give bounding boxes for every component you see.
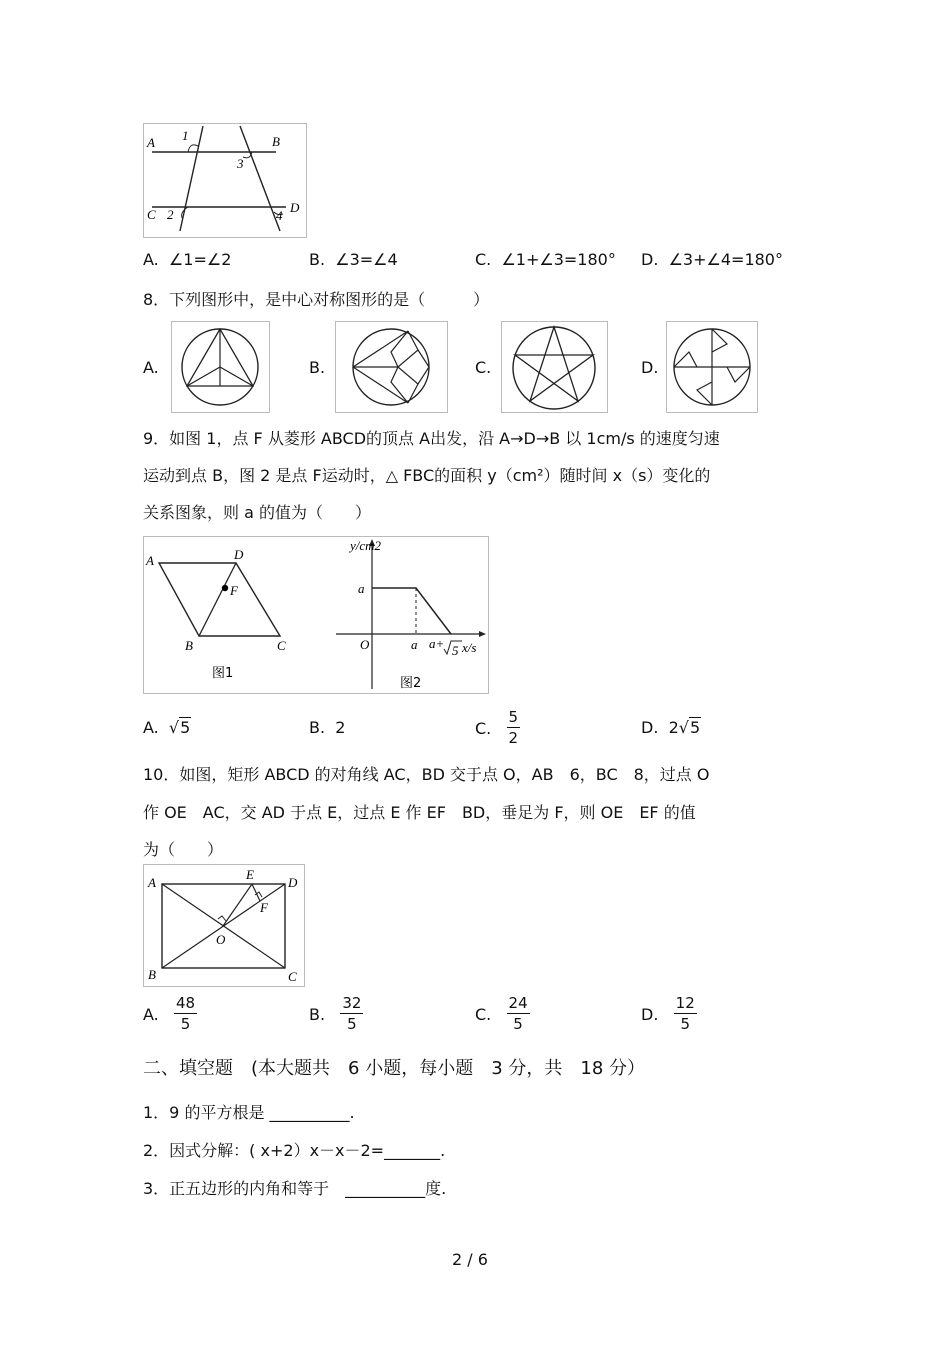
option-text: 2 (335, 718, 346, 737)
q7-angle-2: 2 (167, 207, 174, 222)
denominator: 5 (680, 1015, 690, 1033)
numerator: 32 (342, 994, 362, 1012)
radicand: 5 (180, 718, 191, 737)
q7-label-d: D (290, 200, 300, 215)
q9-stem-line2: 运动到点 B，图 2 是点 F运动时，△ FBC的面积 y（cm²）随时间 x（s）变化的 (143, 466, 711, 485)
q9-figure (143, 536, 489, 694)
numerator: 12 (675, 994, 695, 1012)
q8-stem: 8．下列图形中，是中心对称图形的是（ ） (143, 290, 490, 309)
option-letter: A. (143, 250, 159, 269)
q8-option-a-letter: A. (143, 358, 159, 377)
q9-option-b (309, 718, 345, 737)
option-letter: A. (143, 718, 159, 737)
q7-option-d (641, 250, 783, 269)
fig1-label-a: A (146, 553, 154, 568)
fig2-caption: 图2 (400, 676, 422, 691)
fig1-label-f: F (230, 583, 238, 598)
fig2-x-axis-label: x/s (462, 640, 477, 655)
q10-label-a: A (148, 875, 156, 890)
q7-angle-3: 3 (237, 156, 244, 171)
q10-option-c (475, 996, 530, 1032)
q9-option-a (143, 718, 191, 737)
q9-option-d (641, 718, 701, 737)
fig1-label-b: B (185, 638, 193, 653)
numerator: 48 (176, 994, 196, 1012)
fig2-a-y: a (358, 581, 365, 596)
fraction (507, 710, 521, 746)
page-number: 2 / 6 (452, 1250, 488, 1269)
fill-question-1: 1．9 的平方根是 __________. (143, 1103, 355, 1122)
fill-question-3: 3．正五边形的内角和等于 __________度. (143, 1179, 447, 1198)
fig2-root5: 5 (452, 643, 459, 658)
option-letter: D. (641, 1004, 659, 1024)
option-letter: D. (641, 250, 659, 269)
q10-figure (143, 864, 305, 987)
q10-stem-line1: 10．如图，矩形 ABCD 的对角线 AC，BD 交于点 O，AB 6，BC 8，过点 O (143, 765, 710, 784)
q9-option-c (475, 710, 520, 746)
option-text: ∠3+∠4=180° (668, 250, 783, 269)
q7-option-a (143, 250, 231, 269)
q10-label-f: F (260, 900, 268, 915)
option-letter: B. (309, 1004, 326, 1024)
q7-option-c (475, 250, 616, 269)
q7-label-a: A (147, 135, 155, 150)
fraction (174, 996, 197, 1032)
coefficient: 2 (668, 718, 679, 737)
q10-label-b: B (148, 967, 156, 982)
q7-angle-4: 4 (276, 208, 283, 223)
fraction (340, 996, 363, 1032)
q8-option-b-figure (335, 321, 448, 413)
denominator: 2 (508, 729, 519, 747)
q10-label-o: O (216, 932, 226, 947)
numerator: 24 (508, 994, 528, 1012)
fig2-a-plus: a+ (429, 636, 445, 651)
option-text: ∠1=∠2 (168, 250, 232, 269)
option-text: ∠1+∠3=180° (501, 250, 616, 269)
fig2-origin: O (360, 637, 370, 652)
q7-angle-1: 1 (182, 128, 189, 143)
fill-question-2: 2．因式分解：( x+2）x－x－2=_______. (143, 1141, 446, 1160)
q10-stem-line2: 作 OE AC，交 AD 于点 E，过点 E 作 EF BD，垂足为 F，则 OE EF 的值 (143, 803, 696, 822)
option-letter: B. (309, 718, 326, 737)
q8-option-a-figure (171, 321, 270, 413)
q10-option-d (641, 996, 697, 1032)
option-letter: D. (641, 718, 659, 737)
q8-option-b-letter: B. (309, 358, 326, 377)
q8-option-d-figure (666, 321, 758, 413)
q10-label-d: D (288, 875, 298, 890)
q8-option-c-letter: C. (475, 358, 492, 377)
sqrt: √5 (168, 718, 191, 737)
q7-label-c: C (147, 207, 156, 222)
fraction (674, 996, 697, 1032)
option-letter: A. (143, 1004, 159, 1024)
denominator: 5 (180, 1015, 191, 1033)
numerator: 5 (508, 708, 519, 726)
option-letter: C. (475, 718, 492, 738)
fig2-a-x: a (411, 637, 418, 652)
q9-stem-line1: 9．如图 1，点 F 从菱形 ABCD的顶点 A出发，沿 A→D→B 以 1cm/s 的速度匀速 (143, 429, 720, 448)
q10-label-c: C (288, 969, 297, 984)
fig1-label-c: C (277, 638, 286, 653)
fig2-y-axis-label: y/cm2 (350, 538, 382, 553)
q7-label-b: B (272, 134, 280, 149)
q7-option-b (309, 250, 398, 269)
denominator: 5 (513, 1015, 523, 1033)
option-letter: B. (309, 250, 326, 269)
option-text: ∠3=∠4 (335, 250, 398, 269)
q8-option-c-figure (501, 321, 608, 413)
fig1-caption: 图1 (212, 666, 234, 681)
option-letter: C. (475, 250, 492, 269)
q10-label-e: E (246, 867, 254, 882)
radicand: 5 (689, 718, 701, 737)
q10-option-b (309, 996, 363, 1032)
q7-figure (143, 123, 307, 238)
fraction (507, 996, 530, 1032)
q10-option-a (143, 996, 197, 1032)
q9-stem-line3: 关系图象，则 a 的值为（ ） (143, 503, 371, 522)
fig1-label-d: D (234, 547, 244, 562)
denominator: 5 (347, 1015, 357, 1033)
q10-stem-line3: 为（ ） (143, 840, 224, 859)
sqrt: √5 (678, 718, 701, 737)
option-letter: C. (475, 1004, 492, 1024)
q8-option-d-letter: D. (641, 358, 659, 377)
section-heading: 二、填空题 (本大题共 6 小题，每小题 3 分，共 18 分） (143, 1058, 645, 1079)
